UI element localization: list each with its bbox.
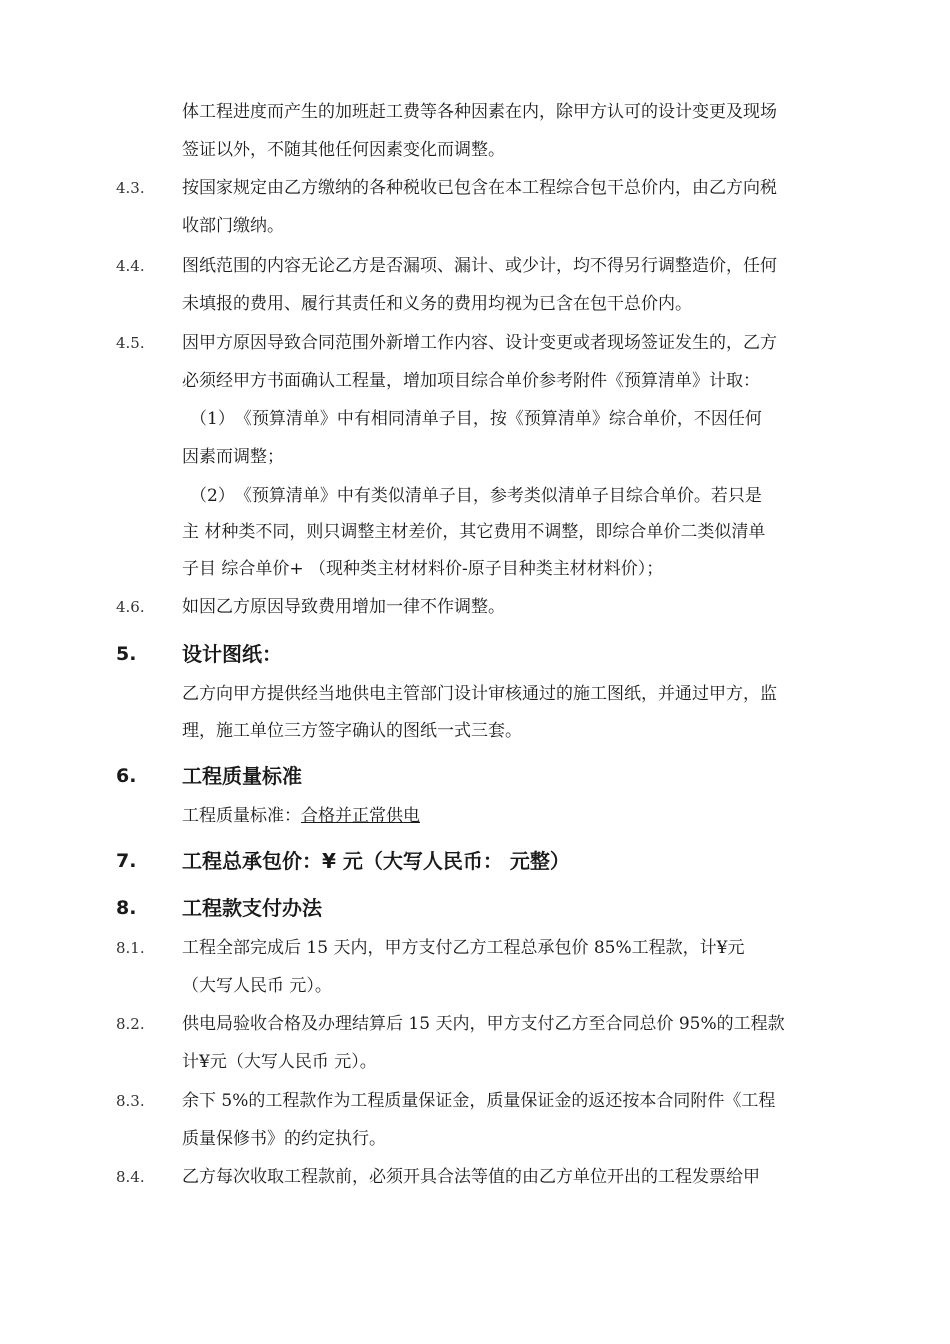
text-line: 如因乙方原因导致费用增加一律不作调整。: [182, 597, 505, 617]
text-line: 计¥元（大写人民币 元）。: [182, 1052, 377, 1072]
text-line: 因素而调整；: [182, 447, 284, 467]
text-line: 收部门缴纳。: [182, 216, 284, 236]
clause-number: 8.4.: [116, 1168, 145, 1186]
clause-number: 8.2.: [116, 1015, 145, 1033]
section-title: 工程款支付办法: [182, 896, 322, 920]
quality-standard-value: 合格并正常供电: [301, 806, 420, 826]
section-title: 工程总承包价：¥ 元（大写人民币： 元整）: [182, 849, 570, 873]
text-line: （2） 《预算清单》中有类似清单子目，参考类似清单子目综合单价。若只是: [190, 486, 762, 506]
text-line: 按国家规定由乙方缴纳的各种税收已包含在本工程综合包干总价内，由乙方向税: [182, 178, 777, 198]
clause-number: 4.5.: [116, 334, 145, 352]
clause-number: 4.4.: [116, 257, 145, 275]
text-line: 工程全部完成后 15 天内，甲方支付乙方工程总承包价 85%工程款，计¥元: [182, 938, 745, 958]
text-line: 主 材种类不同，则只调整主材差价，其它费用不调整，即综合单价二类似清单: [182, 522, 766, 542]
clause-number: 8.3.: [116, 1092, 145, 1110]
text-line: 体工程进度而产生的加班赶工费等各种因素在内，除甲方认可的设计变更及现场: [182, 102, 777, 122]
text-line: 乙方向甲方提供经当地供电主管部门设计审核通过的施工图纸，并通过甲方，监: [182, 684, 777, 704]
text-line: 图纸范围的内容无论乙方是否漏项、漏计、或少计，均不得另行调整造价，任何: [182, 256, 777, 276]
section-number: 7.: [116, 850, 137, 872]
text-line: （1） 《预算清单》中有相同清单子目，按《预算清单》综合单价，不因任何: [190, 409, 762, 429]
clause-number: 4.3.: [116, 179, 145, 197]
section-title: 设计图纸：: [182, 642, 282, 666]
text-line: 必须经甲方书面确认工程量，增加项目综合单价参考附件《预算清单》计取：: [182, 371, 760, 391]
text-line: 因甲方原因导致合同范围外新增工作内容、设计变更或者现场签证发生的，乙方: [182, 333, 777, 353]
section-number: 6.: [116, 765, 137, 787]
clause-number: 4.6.: [116, 598, 145, 616]
text-line: 供电局验收合格及办理结算后 15 天内，甲方支付乙方至合同总价 95%的工程款: [182, 1014, 785, 1034]
section-title: 工程质量标准: [182, 764, 302, 788]
text-line: 质量保修书》的约定执行。: [182, 1129, 386, 1149]
text-line: 乙方每次收取工程款前，必须开具合法等值的由乙方单位开出的工程发票给甲: [182, 1167, 760, 1187]
text-line: 理，施工单位三方签字确认的图纸一式三套。: [182, 721, 522, 741]
quality-standard-line: [182, 804, 420, 828]
text-line: 签证以外，不随其他任何因素变化而调整。: [182, 140, 505, 160]
text-line: 未填报的费用、履行其责任和义务的费用均视为已含在包干总价内。: [182, 294, 692, 314]
clause-number: 8.1.: [116, 939, 145, 957]
section-number: 8.: [116, 897, 137, 919]
text-line: 余下 5%的工程款作为工程质量保证金，质量保证金的返还按本合同附件《工程: [182, 1091, 776, 1111]
quality-standard-label: 工程质量标准：: [182, 806, 301, 826]
text-line: 子目 综合单价+ （现种类主材材料价-原子目种类主材材料价）；: [182, 559, 664, 579]
section-number: 5.: [116, 643, 137, 665]
text-line: （大写人民币 元）。: [182, 976, 332, 996]
